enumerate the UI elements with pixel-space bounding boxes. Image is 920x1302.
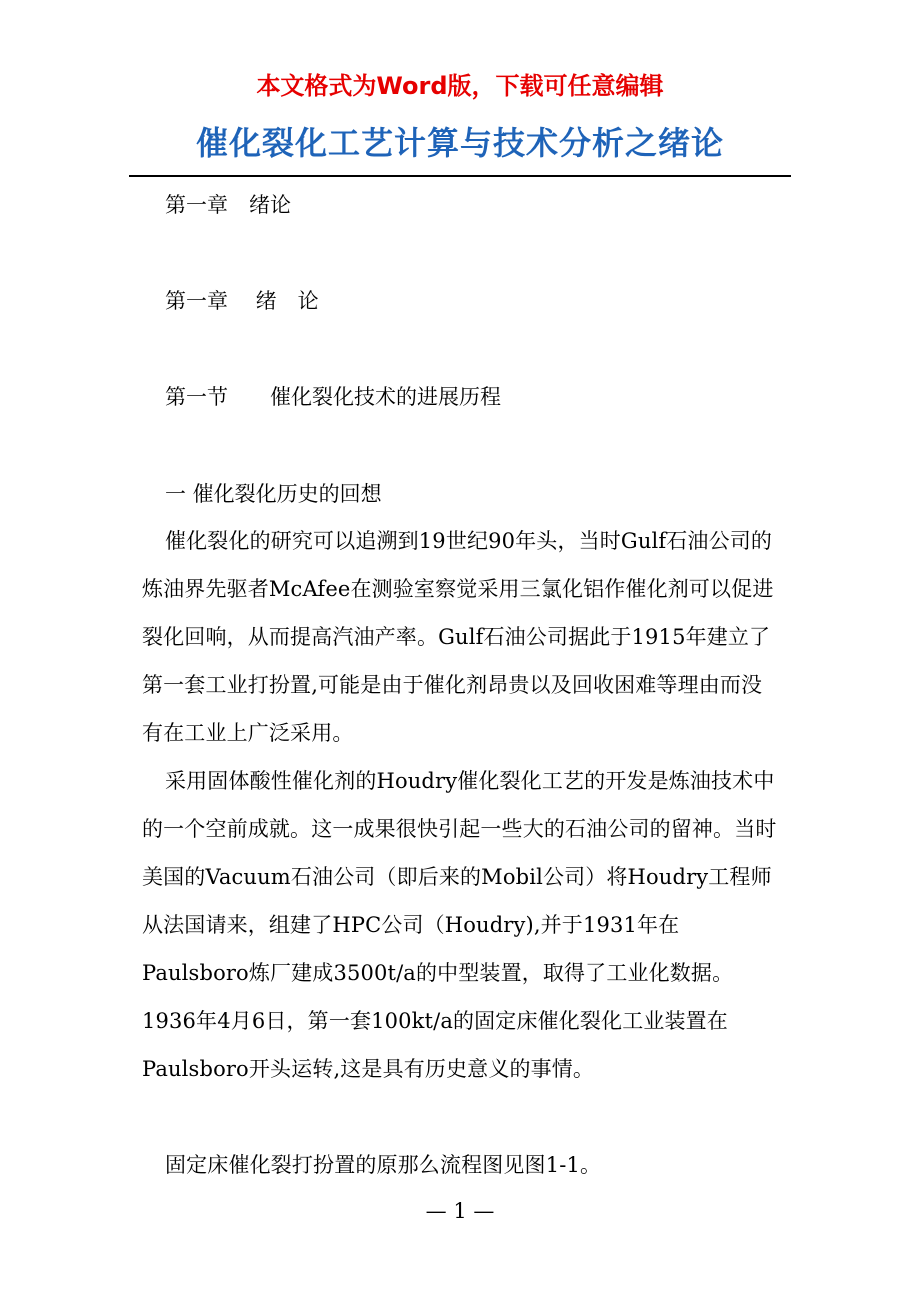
page-number: — 1 — (425, 1199, 495, 1223)
title-divider (129, 175, 791, 177)
subsection-heading: 一 催化裂化历史的回想 (165, 482, 382, 506)
section-heading: 第一节 催化裂化技术的进展历程 (165, 385, 501, 409)
format-notice-banner: 本文格式为Word版，下载可任意编辑 (256, 72, 664, 100)
chapter-heading-spaced: 第一章 绪 论 (165, 289, 319, 313)
paragraph-houdry-process: 采用固体酸性催化剂的Houdry催化裂化工艺的开发是炼油技术中的一个空前成就。这一成果很快引起一些大的石油公司的留神。当时美国的Vacuum石油公司（即后来的Mobil公司）将Houdry工程师从法国请来，组建了HPC公司（Houdry),并于1931年在Paulsboro炼厂建成3500t/a的中型装置，取得了工业化数据。1936年4月6日，第一套100kt/a的固定床催化裂化工业装置在Paulsboro开头运转,这是具有历史意义的事情。 (142, 769, 777, 1081)
chapter-heading: 第一章 绪论 (165, 193, 291, 217)
paragraph-figure-reference: 固定床催化裂打扮置的原那么流程图见图1-1。 (165, 1153, 602, 1177)
document-title: 催化裂化工艺计算与技术分析之绪论 (195, 124, 724, 162)
paragraph-history-intro: 催化裂化的研究可以追溯到19世纪90年头，当时Gulf石油公司的炼油界先驱者McAfee在测验室察觉采用三氯化铝作催化剂可以促进裂化回响，从而提高汽油产率。Gulf石油公司据此于1915年建立了第一套工业打扮置,可能是由于催化剂昂贵以及回收困难等理由而没有在工业上广泛采用。 (142, 529, 774, 745)
